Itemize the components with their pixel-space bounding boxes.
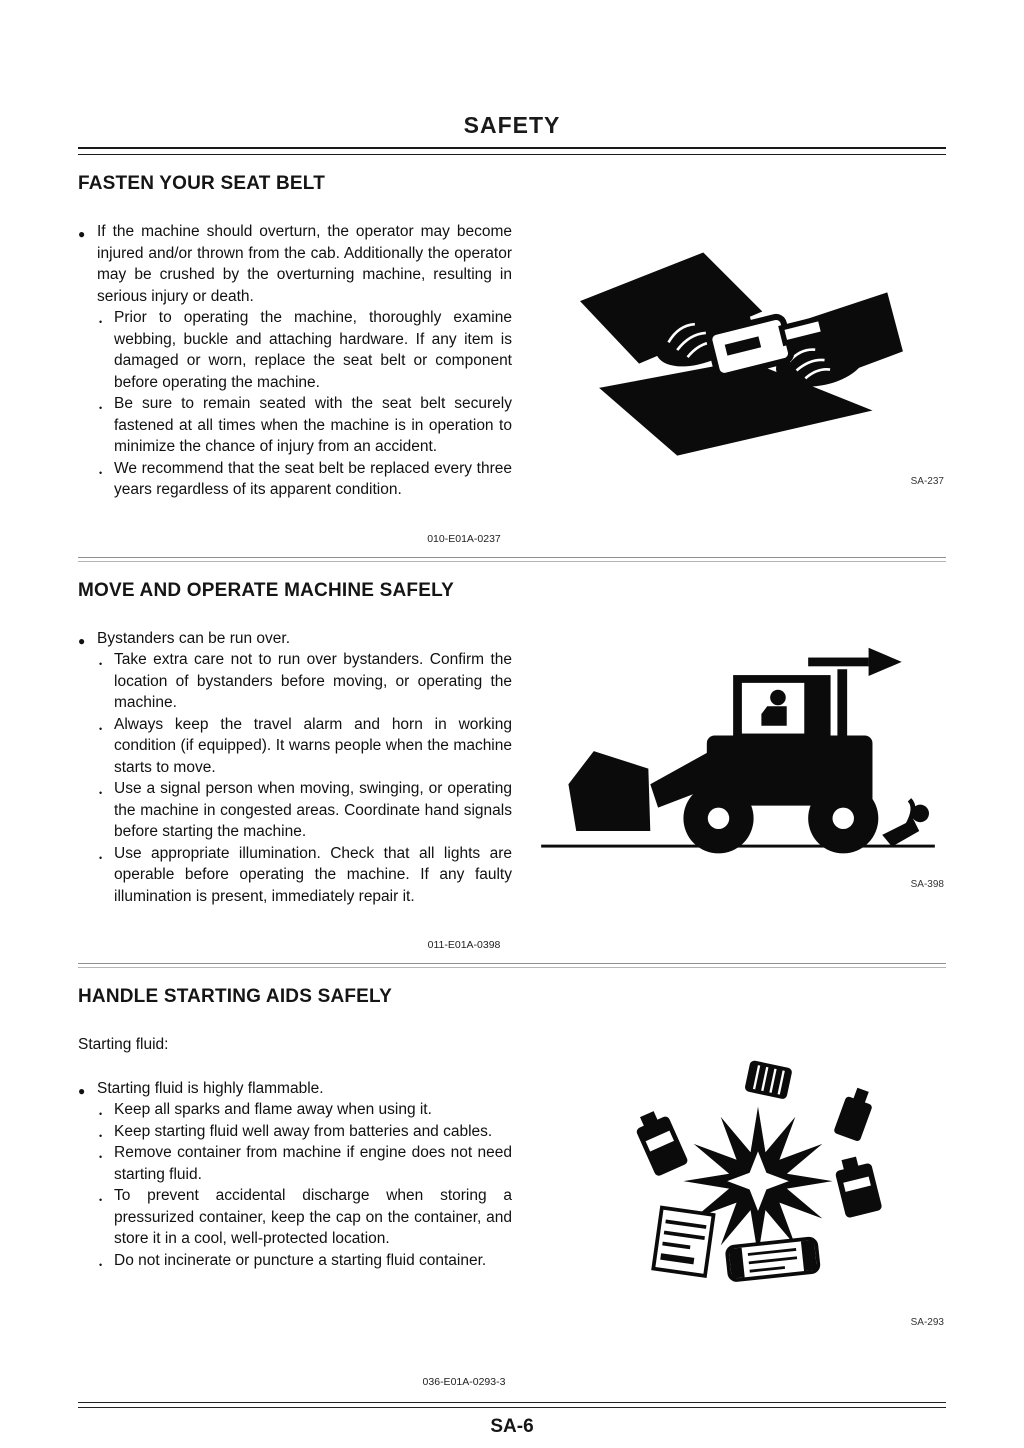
section-heading: MOVE AND OPERATE MACHINE SAFELY: [78, 579, 455, 601]
sub-bullet-item: [97, 458, 512, 501]
wheel-loader-runover-illustration: [533, 640, 943, 869]
sub-bullet-text: Take extra care not to run over bystanders. Confirm the location of bystanders before moving, or operating the machine.: [114, 651, 512, 711]
sub-bullet-item: [97, 307, 512, 393]
sub-bullet-text: Keep starting fluid well away from batteries and cables.: [114, 1122, 493, 1140]
intro-text: Starting fluid:: [78, 1036, 169, 1053]
sub-bullet-text: To prevent accidental discharge when storing a pressurized container, keep the cap on the container, and store it in a cool, well-protected location.: [114, 1187, 512, 1247]
starting-fluid-explosion-illustration: [618, 1060, 898, 1307]
sub-bullet-item: [97, 1121, 512, 1143]
sub-bullet-item: [97, 778, 512, 843]
section-text-column: [78, 628, 512, 908]
sub-bullet-item: [97, 1099, 512, 1121]
sub-bullet-item: [97, 714, 512, 779]
sub-bullet-text: Be sure to remain seated with the seat belt securely fastened at all times when the machine is in operation to minimize the chance of injury from an accident.: [114, 395, 512, 455]
seat-belt-buckle-illustration: [573, 249, 903, 466]
footer-rule: [78, 1402, 946, 1408]
figure-caption: SA-293: [910, 1317, 944, 1328]
sub-bullet-text: Remove container from machine if engine does not need starting fluid.: [114, 1144, 512, 1183]
section-handle-starting-aids-safely: [78, 986, 946, 1388]
sub-bullet-item: [97, 1142, 512, 1185]
section-fasten-your-seat-belt: [78, 173, 946, 562]
reference-code: 036-E01A-0293-3: [422, 1376, 506, 1388]
reference-code: 010-E01A-0237: [427, 532, 501, 545]
figure-column: [512, 1034, 946, 1328]
bullet-item: [78, 221, 512, 307]
bullet-text: Bystanders can be run over.: [97, 629, 291, 647]
sub-bullet-text: Prior to operating the machine, thoroughly examine webbing, buckle and attaching hardware. If any item is damaged or worn, replace the seat belt or component before operating the machine.: [114, 309, 512, 391]
sub-bullet-text: Use a signal person when moving, swinging, or operating the machine in congested areas. Coordinate hand signals before starting the machine.: [114, 780, 512, 840]
header-double-rule: [78, 147, 946, 155]
bullet-text: If the machine should overturn, the operator may become injured and/or thrown from the cab. Additionally the operator may be crushed by the overturning machine, resulting in serious injury or death.: [97, 223, 512, 305]
sub-bullet-item: [97, 843, 512, 908]
bullet-text: Starting fluid is highly flammable.: [97, 1079, 324, 1097]
section-move-and-operate-machine-safely: [78, 580, 946, 969]
section-text-column: [78, 1034, 512, 1271]
sub-bullet-item: [97, 393, 512, 458]
sub-bullet-text: Always keep the travel alarm and horn in working condition (if equipped). It warns people when the machine starts to move.: [114, 715, 512, 776]
sub-bullet-item: [97, 1250, 512, 1272]
sub-bullet-item: [97, 1185, 512, 1250]
section-text-column: [78, 221, 512, 501]
page-title: SAFETY: [463, 112, 561, 138]
sub-bullet-item: [97, 649, 512, 714]
section-heading: HANDLE STARTING AIDS SAFELY: [78, 986, 392, 1007]
figure-caption: SA-237: [910, 476, 944, 487]
sub-bullet-text: Do not incinerate or puncture a starting fluid container.: [114, 1251, 487, 1269]
section-separator: [78, 963, 946, 968]
figure-column: [512, 628, 946, 890]
footer-page-number: SA-6: [490, 1416, 534, 1437]
section-heading: FASTEN YOUR SEAT BELT: [78, 173, 325, 194]
figure-caption: SA-398: [910, 878, 944, 890]
bullet-item: [78, 628, 512, 650]
bullet-item: [78, 1078, 512, 1100]
sub-bullet-text: Use appropriate illumination. Check that all lights are operable before operating the machine. If any faulty illumination is present, immediately repair it.: [114, 844, 512, 905]
reference-code: 011-E01A-0398: [427, 939, 501, 951]
sub-bullet-text: Keep all sparks and flame away when using it.: [114, 1101, 432, 1118]
section-separator: [78, 557, 946, 562]
figure-column: [512, 221, 946, 487]
sub-bullet-text: We recommend that the seat belt be replaced every three years regardless of its apparent condition.: [114, 459, 512, 498]
